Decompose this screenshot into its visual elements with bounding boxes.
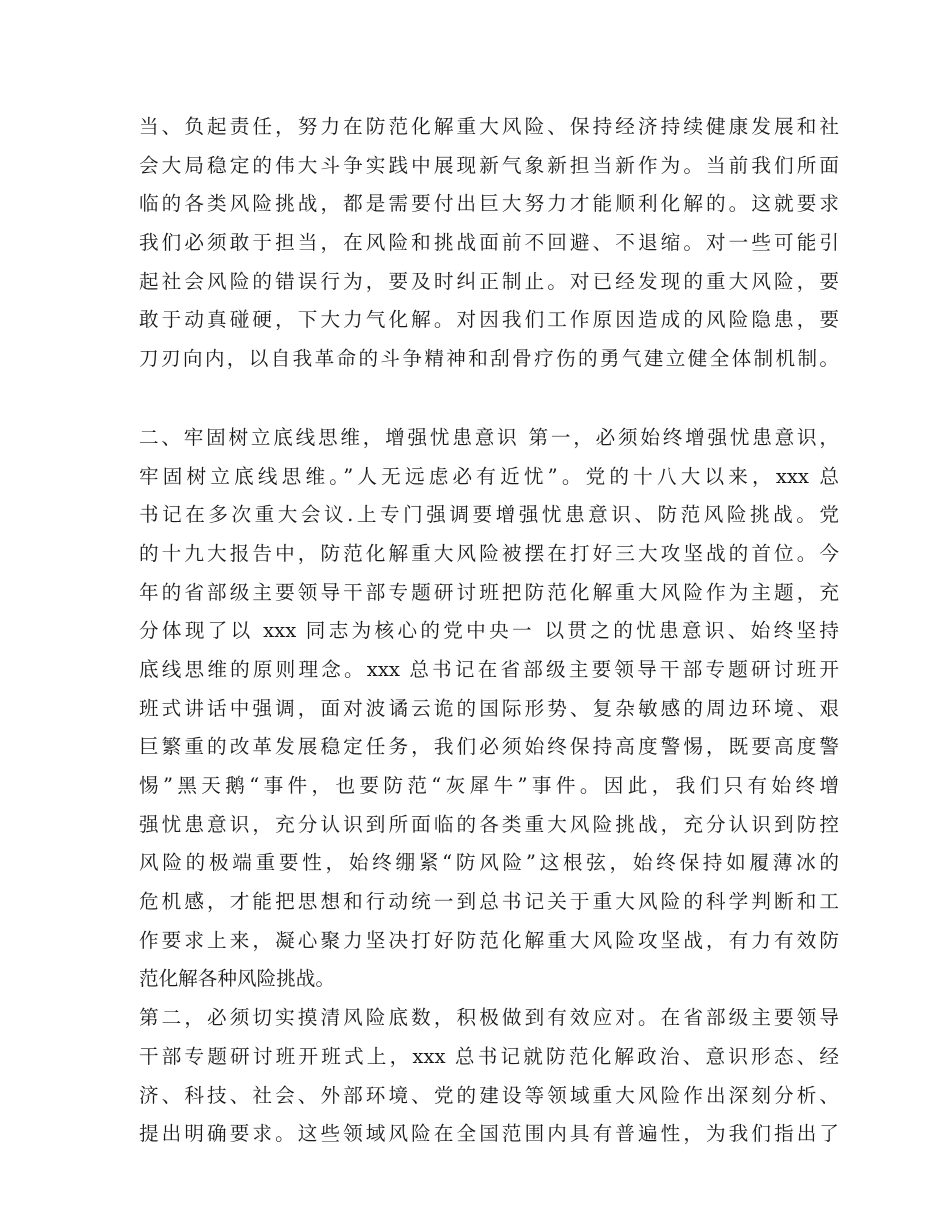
text-line: 刀刃向内，以自我革命的斗争精神和刮骨疗伤的勇气建立健全体制机制。 <box>139 347 839 371</box>
text-line: 牢固树立底线思维。”人无远虑必有近忧”。党的十八大以来，xxx 总 <box>139 464 839 488</box>
text-line: 强忧患意识，充分认识到所面临的各类重大风险挑战，充分认识到防控 <box>139 812 839 836</box>
text-line: 年的省部级主要领导干部专题研讨班把防范化解重大风险作为主题，充 <box>139 580 839 604</box>
text-line: 当、负起责任，努力在防范化解重大风险、保持经济持续健康发展和社 <box>139 115 839 138</box>
document-body <box>139 108 839 1154</box>
text-line: 分体现了以 xxx 同志为核心的党中央一 以贯之的忧患意识、始终坚持 <box>139 619 839 643</box>
paragraph-3 <box>139 999 839 1154</box>
text-line: 临的各类风险挑战，都是需要付出巨大努力才能顺利化解的。这就要求 <box>139 192 839 216</box>
text-line: 起社会风险的错误行为，要及时纠正制止。对已经发现的重大风险，要 <box>139 269 839 293</box>
text-line: 干部专题研讨班开班式上，xxx 总书记就防范化解政治、意识形态、经 <box>139 1044 839 1068</box>
text-line: 巨繁重的改革发展稳定任务，我们必须始终保持高度警惕，既要高度警 <box>139 735 839 759</box>
paragraph-2 <box>139 419 839 999</box>
text-line: 危机感，才能把思想和行动统一到总书记关于重大风险的科学判断和工 <box>139 890 839 914</box>
text-line: 我们必须敢于担当，在风险和挑战面前不回避、不退缩。对一些可能引 <box>139 231 839 255</box>
text-line: 提出明确要求。这些领域风险在全国范围内具有普遍性，为我们指出了 <box>139 1122 839 1146</box>
paragraph-gap <box>139 379 839 419</box>
text-line: 的十九大报告中，防范化解重大风险被摆在打好三大攻坚战的首位。今 <box>139 541 839 565</box>
text-line: 济、科技、社会、外部环境、党的建设等领域重大风险作出深刻分析、 <box>139 1083 839 1107</box>
text-line: 底线思维的原则理念。xxx 总书记在省部级主要领导干部专题研讨班开 <box>139 657 839 681</box>
text-line: 惕”黑天鹅“事件，也要防范“灰犀牛”事件。因此，我们只有始终增 <box>139 774 839 797</box>
text-line: 敢于动真碰硬，下大力气化解。对因我们工作原因造成的风险隐患，要 <box>139 308 839 332</box>
paragraph-1 <box>139 108 839 379</box>
text-line: 作要求上来，凝心聚力坚决打好防范化解重大风险攻坚战，有力有效防 <box>139 928 839 952</box>
text-line: 班式讲话中强调，面对波谲云诡的国际形势、复杂敏感的周边环境、艰 <box>139 696 839 720</box>
section-heading-line: 二、牢固树立底线思维，增强忧患意识 第一，必须始终增强忧患意识， <box>139 425 839 449</box>
text-line: 范化解各种风险挑战。 <box>139 967 335 991</box>
text-line: 书记在多次重大会议.上专门强调要增强忧患意识、防范风险挑战。党 <box>139 503 839 527</box>
text-line: 第二，必须切实摸清风险底数，积极做到有效应对。在省部级主要领导 <box>139 1006 839 1030</box>
text-line: 风险的极端重要性，始终绷紧“防风险”这根弦，始终保持如履薄冰的 <box>139 851 839 875</box>
text-line: 会大局稳定的伟大斗争实践中展现新气象新担当新作为。当前我们所面 <box>139 153 839 177</box>
